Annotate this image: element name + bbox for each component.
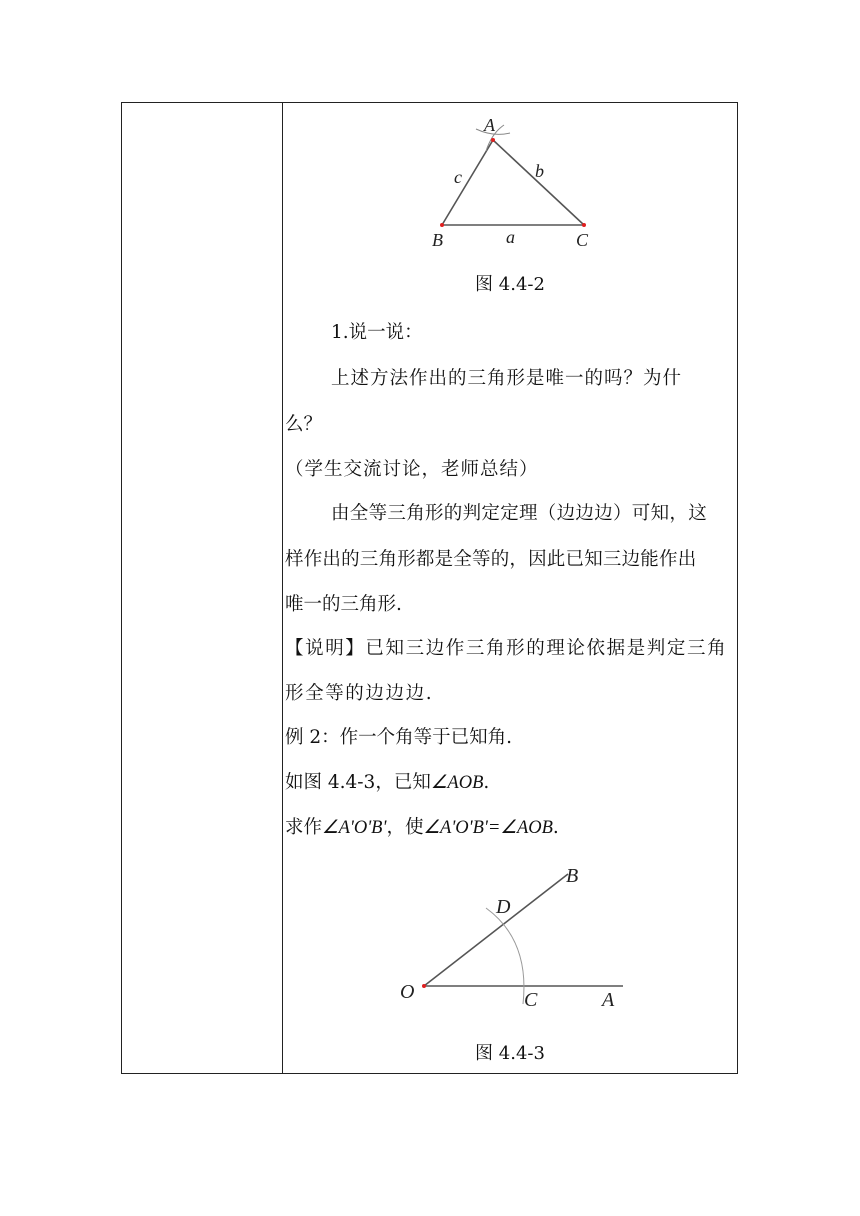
discussion-heading: 1.说一说： — [331, 322, 423, 343]
answer-line3: 唯一的三角形. — [285, 594, 402, 615]
side-c — [442, 140, 493, 225]
side-b — [493, 140, 584, 225]
figure2-caption: 图 4.4-3 — [475, 1043, 545, 1064]
label-a: a — [506, 227, 515, 247]
task-prefix: 求作 — [285, 817, 323, 838]
label-C: C — [576, 230, 589, 250]
answer-line1: 由全等三角形的判定定理（边边边）可知，这 — [331, 503, 708, 524]
point-o — [422, 984, 426, 988]
point-c — [582, 223, 586, 227]
label-B: B — [432, 230, 443, 250]
point-a — [491, 138, 495, 142]
label-c: c — [454, 167, 462, 187]
label-C2: C — [524, 989, 538, 1011]
lesson-table — [121, 102, 738, 1074]
explain-line2: 形全等的边边边. — [285, 683, 434, 704]
task-angle1: ∠A'O'B' — [322, 818, 387, 838]
triangle-figure — [418, 111, 618, 256]
label-B2: B — [566, 865, 579, 887]
discussion-note: （学生交流讨论，老师总结） — [285, 459, 539, 480]
example2-given — [285, 772, 489, 794]
label-b: b — [535, 161, 544, 181]
given-suffix: . — [483, 772, 490, 793]
content-cell — [283, 103, 737, 1073]
label-A: A — [484, 115, 495, 135]
task-suffix: . — [552, 817, 559, 838]
figure1-caption: 图 4.4-2 — [475, 274, 545, 295]
example2-task — [285, 817, 559, 839]
example2-title: 例 2：作一个角等于已知角. — [285, 727, 513, 748]
task-angle2: ∠A'O'B'=∠AOB — [423, 818, 553, 838]
angle-figure — [388, 858, 648, 1018]
answer-line2: 样作出的三角形都是全等的，因此已知三边能作出 — [285, 549, 697, 570]
point-b — [440, 223, 444, 227]
ray-OB — [424, 874, 568, 986]
label-D: D — [496, 896, 511, 918]
label-A2: A — [602, 989, 615, 1011]
explain-line1: 【说明】已知三边作三角形的理论依据是判定三角 — [285, 638, 728, 659]
question-line1: 上述方法作出的三角形是唯一的吗？为什 — [331, 368, 683, 389]
label-O: O — [400, 981, 415, 1003]
given-prefix: 如图 4.4-3，已知 — [285, 772, 431, 793]
given-angle: ∠AOB — [430, 773, 484, 793]
question-line2: 么？ — [285, 414, 323, 435]
task-mid: ，使 — [386, 817, 424, 838]
